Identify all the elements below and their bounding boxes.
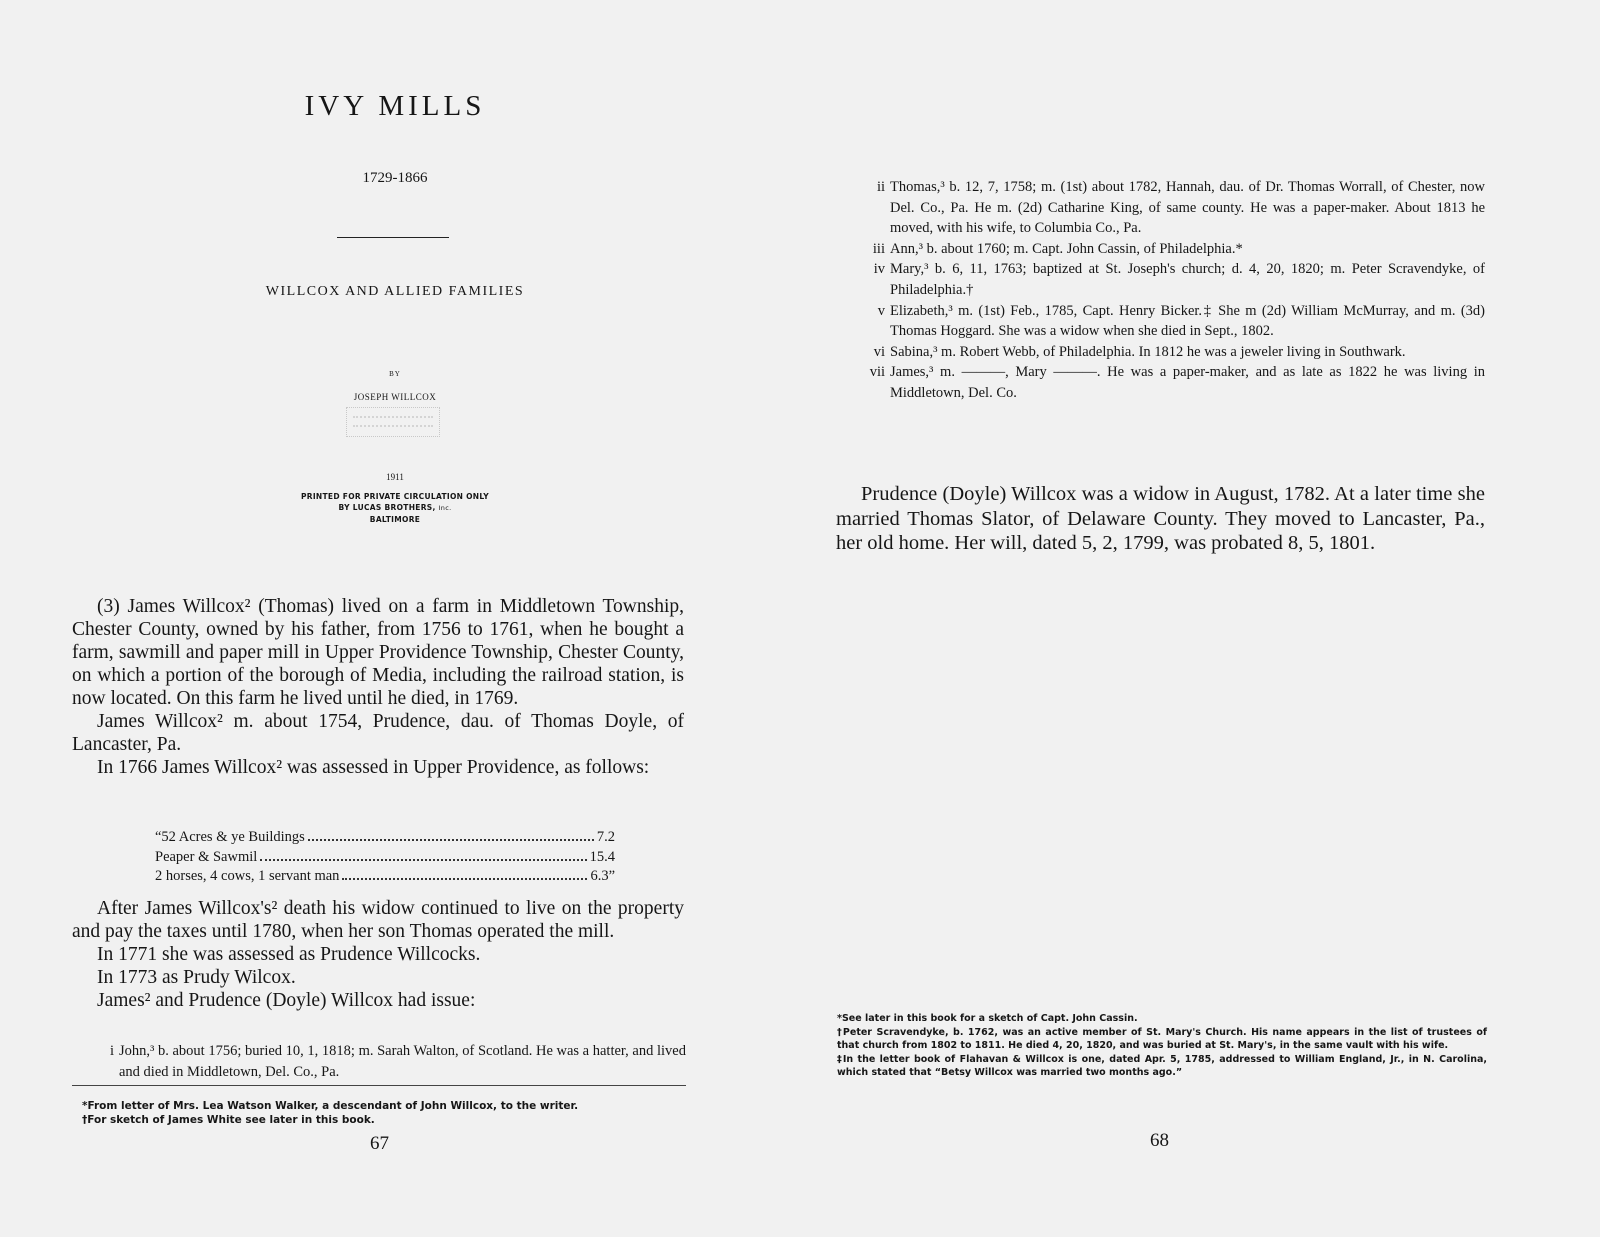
issue-number: vii (869, 364, 885, 381)
issue-text: John,³ b. about 1756; buried 10, 1, 1818; m. Sarah Walton, of Scotland. He was a hatter, and lived and died in Middletown, Del. Co., Pa. (119, 1043, 686, 1080)
issue-list-continued (855, 177, 1485, 404)
left-body-text-continued (72, 897, 684, 1012)
paragraph: In 1771 she was assessed as Prudence Willcocks. (97, 944, 481, 965)
footnote-rule (72, 1085, 686, 1086)
issue-entry (855, 239, 1485, 260)
issue-text: Sabina,³ m. Robert Webb, of Philadelphia. In 1812 he was a jeweler living in Southwark. (890, 343, 1406, 360)
issue-text: Mary,³ b. 6, 11, 1763; baptized at St. Joseph's church; d. 4, 20, 1820; m. Peter Scravendyke, of Philadelphia.† (890, 261, 1485, 298)
issue-list (100, 1041, 686, 1082)
paragraph: (3) James Willcox² (Thomas) lived on a farm in Middletown Township, Chester County, owned by his father, from 1756 to 1761, when he bought a farm, sawmill and paper mill in Upper Providence Township, Chester County, on which a portion of the borough of Media, including the railroad station, is now located. On this farm he lived until he died, in 1769. (72, 596, 684, 709)
page-number: 68 (1150, 1130, 1169, 1151)
issue-entry (855, 259, 1485, 300)
paragraph: Prudence (Doyle) Willcox was a widow in August, 1782. At a later time she married Thomas Slator, of Delaware County. They moved to Lancaster, Pa., her old home. Her will, dated 5, 2, 1799, was probated 8, 5, 1801. (836, 483, 1485, 554)
assessment-row (155, 848, 615, 868)
issue-entry (100, 1041, 686, 1082)
issue-entry (855, 301, 1485, 342)
book-title: IVY MILLS (304, 90, 486, 122)
left-body-text (72, 595, 684, 779)
assessment-label: “52 Acres & ye Buildings (155, 829, 305, 845)
issue-number: v (877, 302, 885, 319)
issue-number: iv (873, 261, 885, 278)
faded-stamp (346, 407, 440, 437)
dot-leader (308, 839, 594, 841)
assessment-value: 7.2 (596, 829, 615, 845)
assessment-label: Peaper & Sawmil (155, 848, 258, 865)
assessment-table (155, 828, 615, 887)
dot-leader (342, 878, 587, 880)
dot-leader (260, 859, 586, 861)
issue-entry (855, 362, 1485, 403)
footnote: *From letter of Mrs. Lea Watson Walker, a descendant of John Willcox, to the writer. (82, 1100, 579, 1112)
right-body-text (836, 482, 1485, 556)
footnote: †For sketch of James White see later in this book. (82, 1114, 375, 1126)
imprint-line-1: PRINTED FOR PRIVATE CIRCULATION ONLY (300, 492, 490, 501)
issue-entry (855, 177, 1485, 239)
publication-year: 1911 (386, 472, 404, 482)
issue-text: Ann,³ b. about 1760; m. Capt. John Cassin, of Philadelphia.* (890, 240, 1243, 257)
footnote: †Peter Scravendyke, b. 1762, was an active member of St. Mary's Church. His name appears in the list of trustees of that church from 1802 to 1811. He died 4, 20, 1820, and was buried at St. Mary's, in the same vault with his wife. (837, 1026, 1487, 1051)
issue-text: Thomas,³ b. 12, 7, 1758; m. (1st) about 1782, Hannah, dau. of Dr. Thomas Worrall, of Chester, now Del. Co., Pa. He m. (2d) Catharine King, of same county. He was a paper-maker. About 1813 he moved, with his wife, to Columbia Co., Pa. (890, 179, 1485, 237)
paragraph: James Willcox² m. about 1754, Prudence, dau. of Thomas Doyle, of Lancaster, Pa. (72, 711, 684, 755)
assessment-row (155, 828, 615, 848)
author-name: JOSEPH WILLCOX (353, 392, 437, 402)
footnote: *See later in this book for a sketch of Capt. John Cassin. (837, 1013, 1138, 1024)
imprint-inc: Inc. (438, 504, 452, 512)
assessment-value: 6.3” (590, 868, 615, 884)
imprint-publisher: BY LUCAS BROTHERS, (338, 503, 436, 512)
title-rule (337, 237, 449, 238)
page-number: 67 (370, 1133, 389, 1154)
imprint (270, 491, 520, 525)
right-footnotes (837, 1012, 1487, 1080)
imprint-line-2 (270, 502, 520, 514)
footnote: ‡In the letter book of Flahavan & Willcox is one, dated Apr. 5, 1785, addressed to William England, Jr., in N. Carolina, which stated that “Betsy Willcox was married two months ago.” (837, 1053, 1487, 1078)
issue-entry (855, 342, 1485, 363)
paragraph: James² and Prudence (Doyle) Willcox had issue: (97, 990, 476, 1011)
issue-number: i (109, 1043, 114, 1059)
assessment-label: 2 horses, 4 cows, 1 servant man (155, 868, 340, 884)
by-line: BY (389, 370, 401, 378)
assessment-value: 15.4 (589, 848, 615, 865)
issue-text: Elizabeth,³ m. (1st) Feb., 1785, Capt. Henry Bicker.‡ She m (2d) William McMurray, and m. (3d) Thomas Hoggard. She was a widow when she died in Sept., 1802. (890, 302, 1485, 340)
issue-text: James,³ m. ———, Mary ———. He was a paper-maker, and as late as 1822 he was living in Middletown, Del. Co. (890, 364, 1485, 401)
issue-number: iii (872, 240, 885, 257)
assessment-row (155, 867, 615, 887)
imprint-line-3: BALTIMORE (369, 515, 421, 524)
issue-number: vi (873, 343, 885, 360)
paragraph: After James Willcox's² death his widow continued to live on the property and pay the taxes until 1780, when her son Thomas operated the mill. (72, 898, 684, 942)
paragraph: In 1773 as Prudy Wilcox. (97, 967, 296, 988)
paragraph: In 1766 James Willcox² was assessed in Upper Providence, as follows: (97, 757, 650, 778)
left-footnotes (82, 1099, 682, 1127)
issue-number: ii (876, 179, 885, 195)
book-years: 1729-1866 (362, 170, 428, 186)
book-subtitle: WILLCOX AND ALLIED FAMILIES (265, 284, 525, 299)
